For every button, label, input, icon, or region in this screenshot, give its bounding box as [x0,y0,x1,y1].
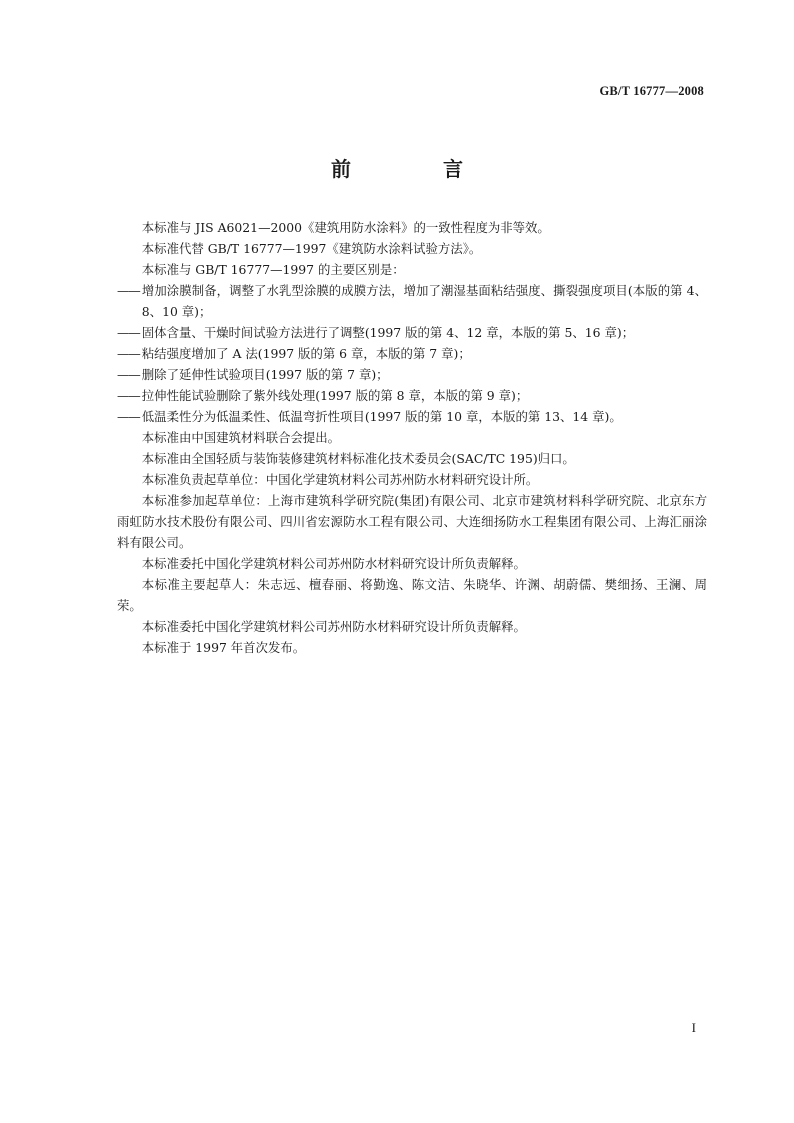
list-item [117,280,707,322]
standard-code: GB/T 16777—2008 [599,84,704,98]
list-item-text: 删除了延伸性试验项目(1997 版的第 7 章)； [141,367,389,382]
dash-mark: —— [117,325,140,340]
paragraph-replaces: 本标准代替 GB/T 16777—1997《建筑防水涂料试验方法》。 [141,241,482,256]
dash-mark: —— [117,409,140,424]
paragraph-interpretation: 本标准委托中国化学建筑材料公司苏州防水材料研究设计所负责解释。 [141,556,526,571]
list-item-text: 粘结强度增加了 A 法(1997 版的第 6 章，本版的第 7 章)； [141,346,471,361]
dash-mark: —— [117,388,140,403]
paragraph-interpretation-repeat: 本标准委托中国化学建筑材料公司苏州防水材料研究设计所负责解释。 [141,619,526,634]
list-item [117,385,707,406]
page-number: I [691,1020,696,1035]
list-item-text: 拉伸性能试验删除了紫外线处理(1997 版的第 8 章，本版的第 9 章)； [141,388,529,403]
paragraph-equivalence: 本标准与 JIS A6021—2000《建筑用防水涂料》的一致性程度为非等效。 [141,220,550,235]
list-item [117,343,707,364]
list-item [117,364,707,385]
dash-mark: —— [117,283,140,298]
list-item-text: 固体含量、干燥时间试验方法进行了调整(1997 版的第 4、12 章，本版的第 5、16 章)； [141,325,635,340]
paragraph-proposed-by: 本标准由中国建筑材料联合会提出。 [141,430,341,445]
paragraph-participating-drafters: 本标准参加起草单位：上海市建筑科学研究院(集团)有限公司、北京市建筑材料科学研究院、北京东方雨虹防水技术股份有限公司、四川省宏源防水工程有限公司、大连细扬防水工程集团有限公司、上海汇丽涂料有限公司。 [117,493,707,550]
dash-mark: —— [117,346,140,361]
list-item-text: 低温柔性分为低温柔性、低温弯折性项目(1997 版的第 10 章，本版的第 13、14 章)。 [141,409,622,424]
paragraph-first-published: 本标准于 1997 年首次发布。 [141,640,306,655]
page-title: 前 言 [331,157,499,181]
dash-mark: —— [117,367,140,382]
list-item-text: 增加涂膜制备，调整了水乳型涂膜的成膜方法，增加了潮湿基面粘结强度、撕裂强度项目(本版的第 4、8、10 章)； [141,283,707,319]
list-item [117,322,707,343]
paragraph-main-authors: 本标准主要起草人：朱志远、檀春丽、将勤逸、陈文洁、朱晓华、许渊、胡蔚儒、樊细扬、王澜、周荣。 [117,577,707,613]
list-item [117,406,707,427]
differences-list [117,280,707,427]
paragraph-differences-intro: 本标准与 GB/T 16777—1997 的主要区别是： [141,262,405,277]
paragraph-main-drafter: 本标准负责起草单位：中国化学建筑材料公司苏州防水材料研究设计所。 [141,472,539,487]
foreword-body [117,217,707,658]
paragraph-centralized-by: 本标准由全国轻质与装饰装修建筑材料标准化技术委员会(SAC/TC 195)归口。 [141,451,575,466]
